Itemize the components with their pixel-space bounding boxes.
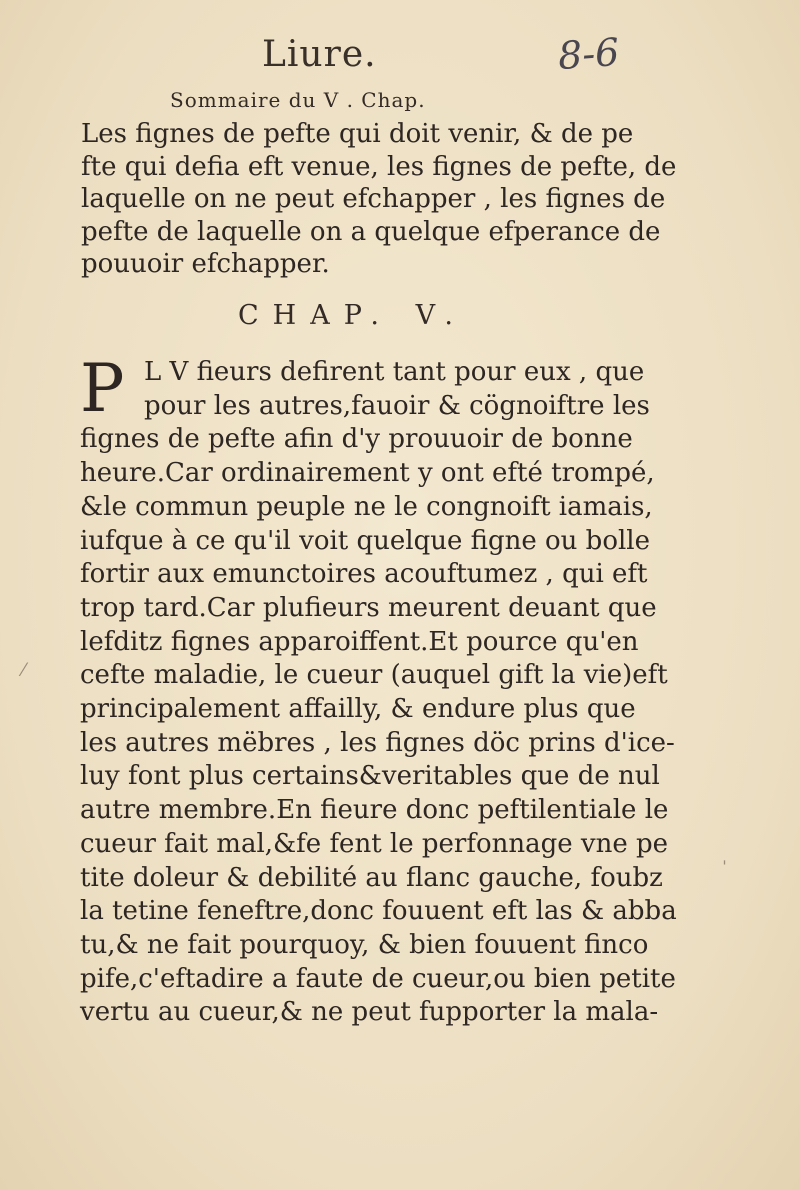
chapter-body	[80, 350, 677, 1030]
summary-line: Les fignes de pefte qui doit venir, & de pe	[81, 119, 634, 149]
body-line: principalement affailly, & endure plus que	[80, 694, 636, 725]
running-title: Liure.	[262, 34, 377, 75]
body-line: autre membre.En fieure donc peftilentiale le	[80, 795, 669, 826]
folio-number: 8-6	[556, 29, 621, 79]
body-line: trop tard.Car plufieurs meurent deuant que	[80, 592, 657, 623]
body-line: tite doleur & debilité au flanc gauche, foubz	[80, 862, 663, 893]
chapter-title: CHAP. V.	[238, 300, 467, 331]
body-line: lefditz fignes apparoiffent.Et pource qu'en	[80, 626, 639, 657]
summary-heading: Sommaire du V . Chap.	[170, 88, 426, 112]
summary-line: pefte de laquelle on a quelque efperance de	[81, 216, 661, 247]
body-line: luy font plus certains&veritables que de nul	[80, 761, 660, 792]
body-line: vertu au cueur,& ne peut fupporter la mala-	[80, 997, 659, 1028]
body-line: pour les autres,fauoir & cögnoiftre les	[144, 390, 650, 421]
summary-line: pouuoir efchapper.	[81, 249, 330, 279]
body-line: iufque à ce qu'il voit quelque figne ou bolle	[80, 525, 650, 556]
body-line: la tetine feneftre,donc fouuent eft las & abba	[80, 896, 677, 927]
margin-mark: ⁄	[22, 660, 26, 681]
body-line: cefte maladie, le cueur (auquel gift la vie)eft	[80, 660, 668, 691]
body-line: L V fieurs defirent tant pour eux , que	[144, 357, 645, 387]
summary-line: fte qui defia eft venue, les fignes de pefte, de	[81, 151, 677, 182]
summary-paragraph	[81, 118, 677, 281]
margin-mark: ˈ	[722, 858, 727, 879]
body-line: les autres mëbres , les fignes döc prins d'ice-	[80, 727, 675, 758]
body-line: tu,& ne fait pourquoy, & bien fouuent finco	[80, 929, 649, 960]
summary-line: laquelle on ne peut efchapper , les fignes de	[81, 184, 666, 214]
body-line: pife,c'eftadire a faute de cueur,ou bien petite	[80, 963, 676, 994]
drop-cap: P	[80, 350, 125, 427]
running-head	[0, 28, 800, 88]
body-line: fortir aux emunctoires acouftumez , qui eft	[80, 559, 648, 590]
body-line: heure.Car ordinairement y ont efté trompé,	[80, 458, 655, 489]
body-line: cueur fait mal,&fe fent le perfonnage vne pe	[80, 828, 669, 859]
body-line: &le commun peuple ne le congnoift iamais,	[80, 491, 653, 522]
body-line: fignes de pefte afin d'y prouuoir de bonne	[80, 424, 633, 455]
